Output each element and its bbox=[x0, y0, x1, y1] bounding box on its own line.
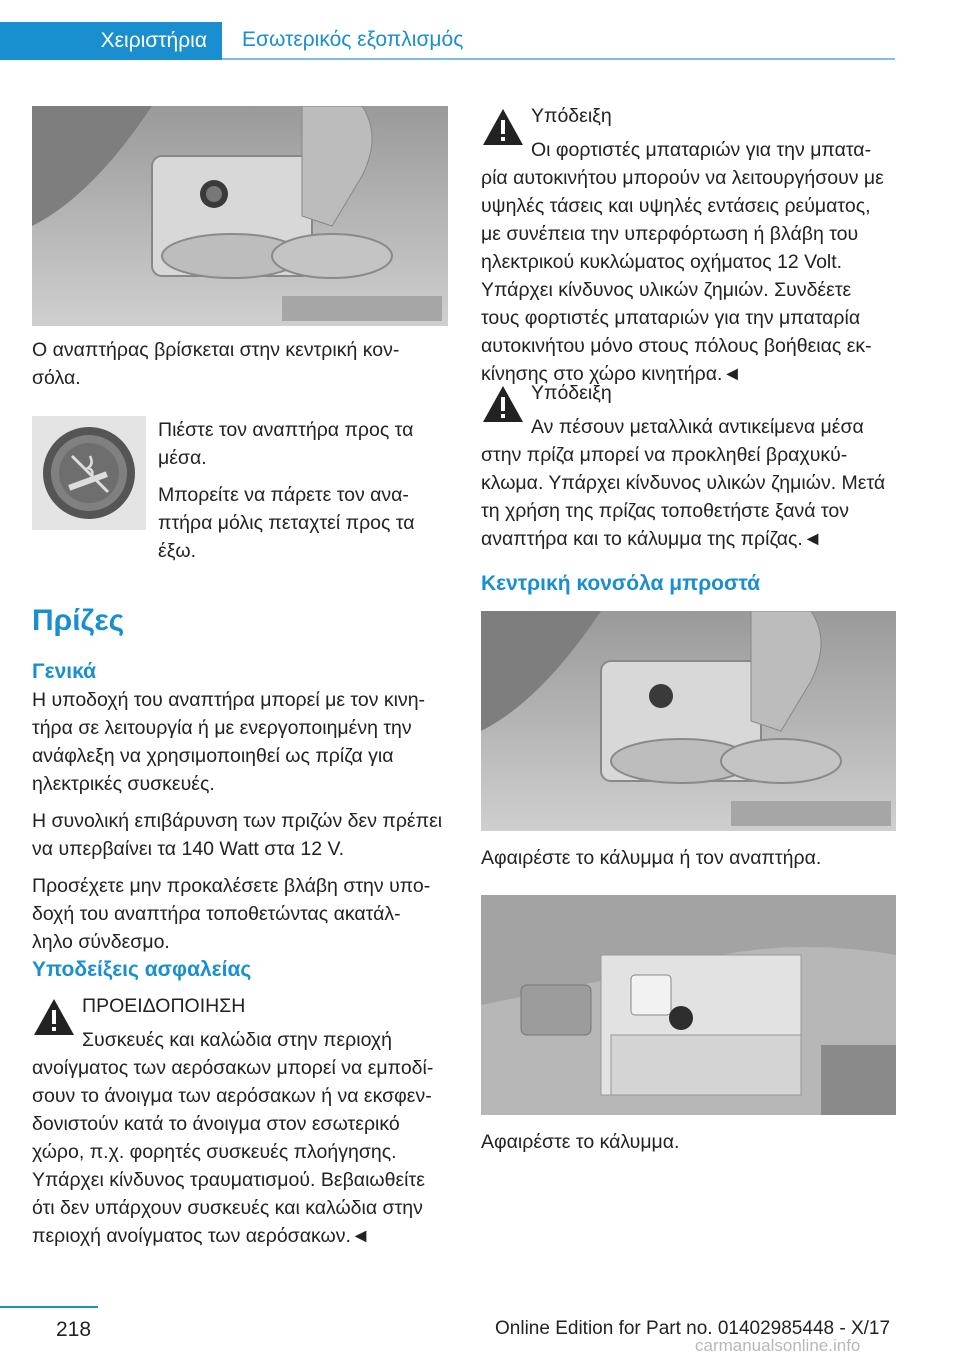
rear-socket-photo bbox=[481, 895, 896, 1115]
push-lighter-text: Πιέστε τον αναπτήρα προς τα μέσα. bbox=[158, 419, 414, 469]
footer-rule bbox=[0, 1306, 98, 1308]
note-first-line: Αν πέσουν μεταλλικά αντικείμενα μέσα bbox=[531, 416, 864, 438]
note-battery-chargers bbox=[481, 102, 911, 388]
note-title: Υπόδειξη bbox=[531, 382, 612, 404]
lighter-button-photo bbox=[32, 416, 146, 530]
lighter-instructions bbox=[158, 416, 458, 565]
remove-lighter-text: Μπορείτε να πάρετε τον ανα‐ πτήρα μόλις πεταχτεί προς τα έξω. bbox=[158, 484, 415, 562]
note-body: στην πρίζα μπορεί να προκληθεί βραχυκύ‐ κλωμα. Υπάρχει κίνδυνος υλικών ζημιών. Μετά τη χρήση της πρίζας τοποθετήστε ξανά τον αναπτήρα και το κάλυμμα της πρίζας.◄ bbox=[481, 444, 886, 550]
warning-body: ανοίγματος των αερόσακων μπορεί να εμποδί‐ σουν το άνοιγμα των αερόσακων ή να εκσφεν‐ δονιστούν κατά το άνοιγμα στον εσωτερικό χώρο, π.χ. φορητές συσκευές πλοήγησης. Υπάρχει κίνδυνος τραυματισμού. Βεβαιωθείτε ότι δεν υπάρχουν συσκευές και καλώδια στην περιοχή ανοίγματος των αερόσακων.◄ bbox=[32, 1057, 434, 1247]
tab-interior-equipment[interactable]: Εσωτερικός εξοπλισμός bbox=[222, 22, 895, 60]
front-console-caption-2: Αφαιρέστε το κάλυμμα. bbox=[481, 1131, 680, 1153]
heading-sockets: Πρίζες bbox=[32, 604, 125, 637]
general-section bbox=[32, 686, 457, 956]
note-first-line: Οι φορτιστές μπαταριών για την μπατα‐ bbox=[531, 139, 872, 161]
page-number: 218 bbox=[56, 1318, 92, 1341]
note-metal-objects bbox=[481, 379, 911, 553]
edition-text: Online Edition for Part no. 01402985448 - X/17 bbox=[495, 1318, 891, 1339]
warning-block bbox=[32, 992, 457, 1250]
header-tabs bbox=[0, 22, 895, 60]
warning-title: ΠΡΟΕΙΔΟΠΟΙΗΣΗ bbox=[82, 995, 246, 1017]
note-title: Υπόδειξη bbox=[531, 105, 612, 127]
general-paragraph-2: Η συνολική επιβάρυνση των πριζών δεν πρέπει να υπερβαίνει τα 140 Watt στα 12 V. bbox=[32, 810, 443, 860]
note-body: ρία αυτοκινήτου μπορούν να λειτουργήσουν με υψηλές τάσεις και υψηλές εντάσεις ρεύματος, με συνέπεια την υπερφόρτωση ή βλάβη του ηλεκτρικού κυκλώματος οχήματος 12 Volt. Υπάρχει κίνδυνος υλικών ζημιών. Συνδέετε τους φορτιστές μπαταριών για την μπαταρία αυτοκινήτου μόνο στους πόλους βοήθειας εκ‐ κίνησης στο χώρο κινητήρα.◄ bbox=[481, 167, 884, 385]
heading-general: Γενικά bbox=[32, 660, 97, 683]
warning-first-line: Συσκευές και καλώδια στην περιοχή bbox=[82, 1029, 392, 1051]
console-lighter-photo bbox=[32, 106, 448, 326]
front-console-caption-1: Αφαιρέστε το κάλυμμα ή τον αναπτήρα. bbox=[481, 847, 822, 869]
general-paragraph-3: Προσέχετε μην προκαλέσετε βλάβη στην υπο‐ δοχή του αναπτήρα τοποθετώντας ακατάλ‐ ληλο σύνδεσμο. bbox=[32, 875, 431, 953]
lighter-location-caption: Ο αναπτήρας βρίσκεται στην κεντρική κον‐ σόλα. bbox=[32, 339, 400, 389]
heading-front-console: Κεντρική κονσόλα μπροστά bbox=[481, 572, 761, 595]
front-console-photo bbox=[481, 611, 896, 831]
watermark: carmanualsonline.info bbox=[695, 1336, 861, 1355]
heading-safety-notes: Υποδείξεις ασφαλείας bbox=[32, 958, 252, 981]
tab-controls[interactable]: Χειριστήρια bbox=[0, 22, 222, 60]
general-paragraph-1: Η υποδοχή του αναπτήρα μπορεί με τον κινη‐ τήρα σε λειτουργία ή με ενεργοποιημένη την ανάφλεξη να χρησιμοποιηθεί ως πρίζα για ηλεκτρικές συσκευές. bbox=[32, 689, 426, 795]
